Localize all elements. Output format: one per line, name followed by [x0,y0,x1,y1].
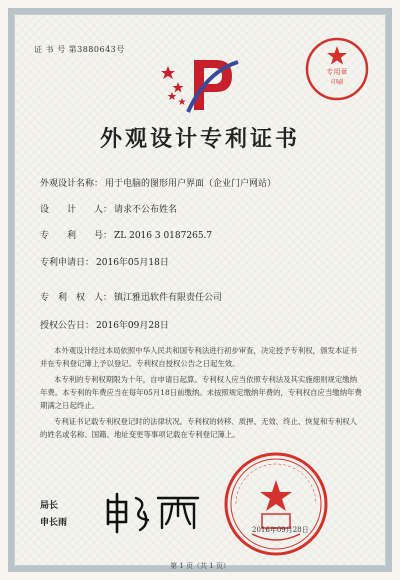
designer-label: 设 计 人： [40,205,113,215]
director-title: 局长 [40,501,59,511]
national-seal-icon [222,450,330,558]
application-date-label: 专利申请日： [40,258,95,268]
svg-text:专用章: 专用章 [326,68,348,76]
certificate-body-text [40,344,364,444]
design-name-value: 用于电脑的图形用户界面（企业门户网站） [105,179,277,189]
body-paragraph-2: 本专利的专利权期限为十年，自申请日起算。专利权人应当依照专利法及其实施细则规定缴纳年费。本专利的年费应当在每年05月18日前缴纳。未按照规定缴纳年费的，专利权自应当缴纳年费期满之日起终止。 [40,375,362,410]
director-name: 申长雨 [40,518,68,528]
designer-value: 请求不公布姓名 [114,205,178,215]
design-name-label: 外观设计名称： [40,179,104,189]
design-name-row [40,176,276,189]
special-seal-icon [304,36,370,102]
body-paragraph-3: 专利证书记载专利权登记时的法律状况。专利权的转移、质押、无效、终止、恢复和专利权人的姓名或名称、国籍、地址变更等事项记载在专利登记簿上。 [40,417,358,439]
sipo-logo-icon [158,52,242,116]
grant-date-value: 2016年09月28日 [96,321,169,331]
patent-holder-row [40,290,222,303]
body-paragraph-1: 本外观设计经过本局依照中华人民共和国专利法进行初步审查，决定授予专利权，颁发本证书并在专利登记簿上予以登记。专利权自授权公告之日起生效。 [40,346,358,368]
certificate-number: 证 书 号 第3880643号 [34,45,125,54]
patent-number-label: 专 利 号： [40,231,113,241]
handwritten-signature-icon [100,490,210,534]
certificate-title: 外观设计专利证书 [99,126,300,152]
svg-text:印刷: 印刷 [330,79,344,86]
patent-holder-value: 镇江雅迅软件有限责任公司 [114,293,223,303]
grant-date-row [40,318,169,331]
stamp-date: 2016年09月28日 [252,526,309,534]
page-footer: 第 1 页（共 1 页） [170,562,230,570]
designer-row [40,202,177,215]
grant-date-label: 授权公告日： [40,321,95,331]
patent-number-row [40,228,212,241]
application-date-row [40,255,169,268]
application-date-value: 2016年05月18日 [96,258,169,268]
patent-number-value: ZL 2016 3 0187265.7 [114,231,213,241]
patent-holder-label: 专 利 权 人： [40,293,113,303]
